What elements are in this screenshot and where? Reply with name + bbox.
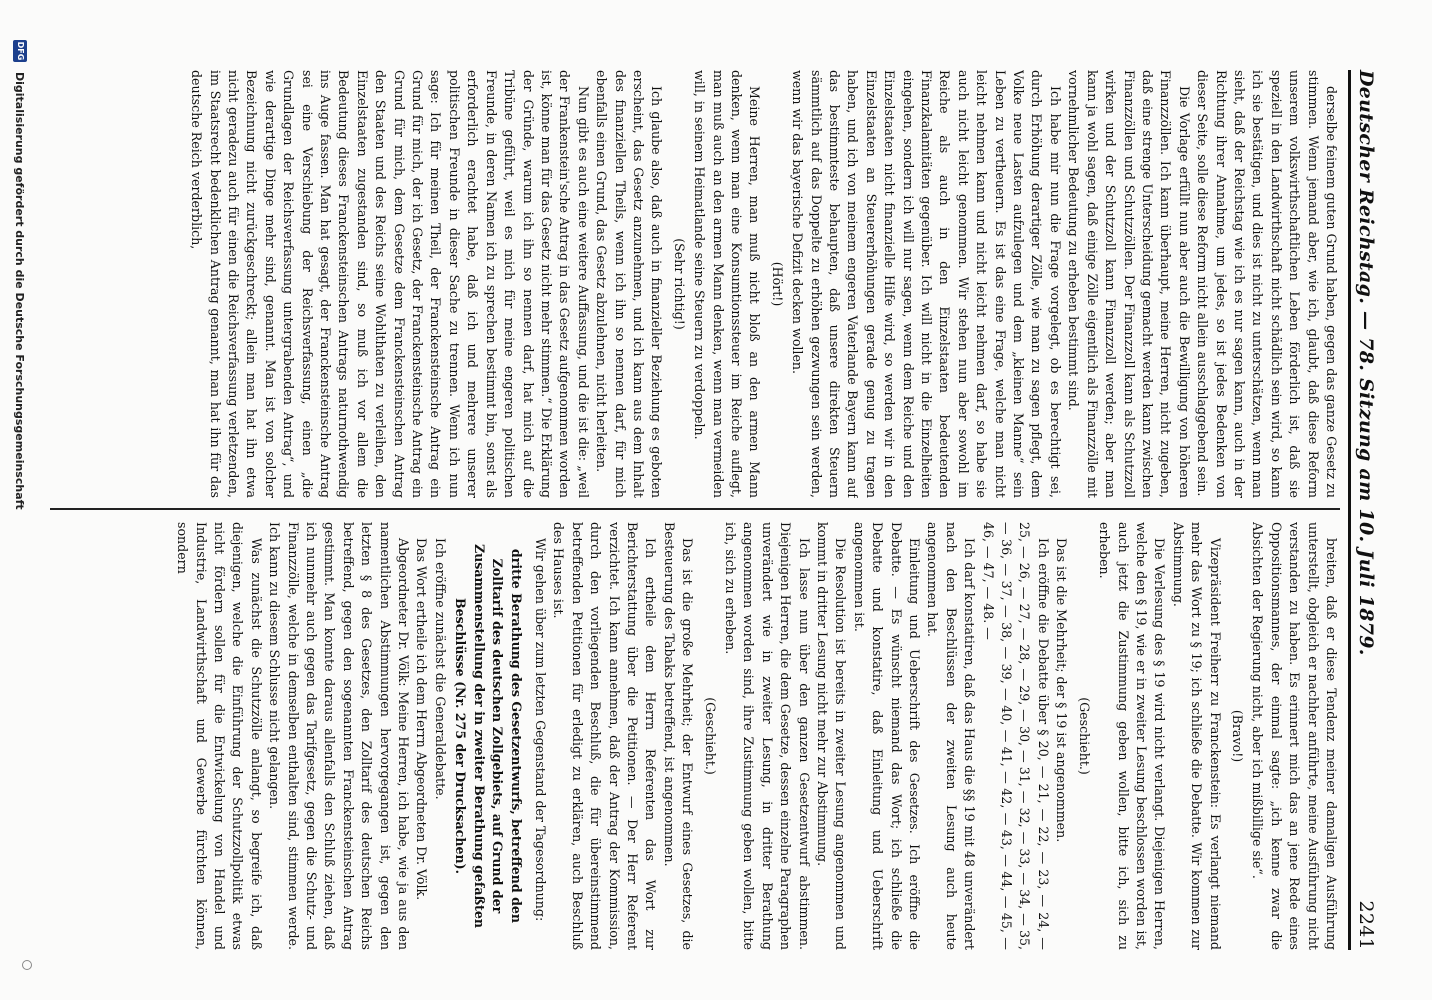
paragraph: Das Wort ertheile ich dem Herrn Abgeordneten Dr. Völk. (414, 538, 430, 901)
paragraph: Einleitung und Ueberschrift des Gesetzes. Ich eröffne die Debatte. — Es wünscht niemand das Wort; ich schließe die Debatte und konstatire, daß Einleitung und Ueberschrift angenommen ist. (851, 522, 923, 950)
paragraph: Ich habe mir nun die Frage vorgelegt, ob es berechtigt sei, durch Erhöhung derartiger Zölle, wie man zu sagen pflegt, dem Volke neue Lasten aufzulegen und dem „kleinen Manne“ sein Leben zu vertheuern. Es ist das eine Frage, welche man nicht leicht nehmen kann und nicht leicht nehmen darf, so habe sie auch nicht leicht genommen. Wir stehen nun aber sowohl im Reiche als auch in den Einzelstaaten bedeutenden Finanzkalamitäten gegenüber. Ich will nicht in die Einzelheiten eingehen, sondern ich will nur sagen, wenn dem Reiche und den Einzelstaaten nicht finanzielle Hilfe wird, so werden wir in den Einzelstaaten an Steuererhöhungen gerade genug zu tragen haben, und ich von meinem engeren Vaterlande Bayern kann auf das bestimmteste behaupten, daß unsere direkten Steuern sämmtlich auf das Doppelte zu erhöhen gezwungen sein werden, wenn wir das bayerische Defizit decken wollen. (790, 70, 1063, 498)
scan-speck-mark (22, 960, 32, 970)
paragraph: Meine Herren, man muß nicht bloß an den armen Mann denken, wenn man eine Konsumtionssteuer im Reiche auflegt, man muß auch an den armen Mann denken, wenn man vermeiden will, in seinem Heimatlande seine Steuern zu verdoppeln. (692, 70, 763, 498)
digitization-credit: Digitalisierung gefördert durch die Deutsche Forschungsgemeinschaft (13, 72, 27, 510)
paragraph: Ich lasse nun über den ganzen Gesetzentwurf abstimmen. Diejenigen Herren, die dem Gesetze, dessen einzelne Paragraphen unverändert wie in zweiter Lesung, in dritter Berathung angenommen worden sind, ihre Zustimmung geben wollen, bitte ich, sich zu erheben. (723, 522, 812, 950)
right-column (50, 522, 1340, 950)
paragraph: Nun gibt es auch eine weitere Auffassung, und die ist die: „weil der Frankenstein'sche Antrag in das Gesetz aufgenommen worden ist, könne man für das Gesetz nicht mehr stimmen.“ Die Erklärung der Gründe, warum ich ihn so nennen darf, hat mich auf die Tribüne geführt, weil es mich für meine engeren politischen Freunde, in deren Namen ich zu sprechen bestimmt bin, sonst als erforderlich erachtet habe, daß ich und mehrere unserer politischen Freunde in dieser Sache zu trennen. Wenn ich nun sage: Ich für meinen Theil, der Franckensteinsche Antrag ein Grund für mich, der ich Gesetz, der Franckensteinsche Antrag ein Grund für mich, dem Gesetze dem Franckensteinschen Antrag den Staaten und des Reichs seine Wohlthaten zu verleihen, den Einzelstaaten zugestanden sind, so muß ich vor allem die Bedeutung dieses Franckensteinschen Antrags naturnothwendig ins Auge fassen. Man hat gesagt, der Franckensteinsche Antrag sei eine Verschiebung der Reichsverfassung, einen „die Grundlagen der Reichsverfassung untergrabenden Antrag“, und wie derartige Dinge mehr sind, genannt. Man ist von solcher Bezeichnung nicht zurückgeschreckt; allein man hat ihn etwa nicht geradezu auch für einen die Reichsverfassung verletzenden, im Staatsrecht bedenklichen Antrag genannt, man hat ihn für das deutsche Reich verderblich, (189, 70, 591, 498)
paragraph: breiten, daß er diese Tendenz meiner damaligen Ausführung unterstellt, obgleich er nachher anführte, meine Ausführung nicht verstanden zu haben. Es erinnert mich das an jene Rede eines Oppositionsmannes, der einmal sagte: „ich kenne zwar die Absichten der Regierung nicht, aber ich mißbillige sie“. (1250, 522, 1339, 950)
paragraph: Wir gehen über zum letzten Gegenstand der Tagesordnung: (532, 538, 548, 922)
interjection: (Geschieht.) (702, 697, 718, 775)
digitization-footer (10, 40, 30, 970)
page-header-title: Deutscher Reichstag. — 78. Sitzung am 10. Juli 1879. (1355, 70, 1377, 656)
paragraph: Die Verlesung des § 19 wird nicht verlangt. Diejenigen Herren, welche den § 19, wie er in zweiter Lesung beschlossen worden ist, auch jetzt die Zustimmung geben wollen, bitte ich, sich zu erheben. (1097, 522, 1168, 950)
paragraph: Das ist die große Mehrheit; der Entwurf eines Gesetzes, die Besteuerung des Tabaks betreffend, ist angenommen. (661, 522, 696, 950)
paragraph: Vizepräsident Freiherr zu Franckenstein: Es verlangt niemand mehr das Wort zu § 19; ich schließe die Debatte. Wir kommen zur Abstimmung. (1170, 522, 1223, 950)
dfg-logo: DFG (13, 40, 27, 62)
page-number: 2241 (1355, 900, 1377, 950)
agenda-heading: dritte Berathung des Gesetzentwurfs, betreffend den Zolltarif des deutschen Zollgebiets, auf Grund der Zusammenstellung der in zweiter Berathung gefaßten Beschlüsse (Nr. 275 der Drucksachen). (453, 543, 524, 929)
paragraph: Ich glaube also, daß auch in finanzieller Beziehung es geboten erscheint, das Gesetz anzunehmen, und ich kann aus dem Inhalt des finanziellen Theils, wenn ich ihn so nennen darf, für mich ebenfalls einen Grund, das Gesetz abzulehnen, nicht herleiten. (594, 70, 665, 498)
page-header (1348, 70, 1388, 950)
column-divider (50, 508, 1340, 510)
paragraph: Das ist die Mehrheit; der § 19 ist angenommen. (1054, 538, 1070, 843)
paragraph: Ich ertheile dem Herrn Referenten das Wort zur Berichterstattung über die Petitionen. — Der Herr Referent verzichtet. Ich kann annehmen, daß der Antrag der Kommission, durch den vorliegenden Beschluß, die für übereinstimmend betreffenden Petitionen für erledigt zu erklären, auch Beschluß des Hauses ist. (551, 522, 659, 950)
paragraph: derselbe feinem guten Grund haben, gegen das ganze Gesetz zu stimmen. Wenn jemand aber, wie ich, glaubt, daß diese Reform unserem volkswirthschaftlichen Leben förderlich ist, daß sie speziell in den Landwirthschaft nicht schädlich sein wird, so kann ich sie bestätigen, und dies ist nicht zu unterschätzen, wenn man sieht, daß der Reichstag wie ich es nur sagen kann, auch in der Richtung ihrer Annahme, um jedes, so ist jedes Bedenken von dieser Seite, solle diese Reform nicht allein ausschlaggebend sein. (1195, 70, 1339, 498)
paragraph: Abgeordneter Dr. Völk: Meine Herren, ich habe, wie ja aus den namentlichen Abstimmungen hervorgegangen ist, gegen den letzten § 8 des Gesetzes, den Zolltarif des deutschen Reichs betreffend, gegen den sogenannten Franckensteinschen Antrag gestimmt. Man konnte daraus allenfalls den Schluß ziehen, daß ich nunmehr auch gegen das Tarifgesetz, gegen die Schutz- und Finanzzölle, welche in demselben enthalten sind, stimmen werde. Ich kann zu diesem Schlusse nicht gelangen. (267, 522, 412, 950)
paragraph: Was zunächst die Schutzzölle anlangt, so begreife ich, daß diejenigen, welche die Einführung der Schutzzollpolitik etwas nicht fördern sollen für die Entwickelung von Handel und Industrie, Landwirthschaft und Gewerbe fürchten können, sondern (175, 522, 264, 950)
interjection: (Geschieht.) (1076, 697, 1092, 775)
paragraph: Ich darf konstatiren, daß das Haus die §§ 19 mit 48 unverändert nach den Beschlüssen der zweiten Lesung auch heute angenommen hat. (925, 522, 978, 950)
interjection: (Hört!) (769, 261, 785, 307)
interjection: (Bravo!) (1229, 709, 1245, 763)
interjection: (Sehr richtig!) (671, 238, 687, 330)
left-column (50, 70, 1340, 498)
paragraph: Die Vorlage erfüllt nun aber auch die Bewilligung von höheren Finanzzöllen. Ich kann überhaupt, meine Herren, nicht zugeben, daß eine strenge Unterscheidung gemacht werden kann zwischen Finanzzöllen und Schutzzöllen. Der Finanzzoll kann als Schutzzoll wirken und der Schutzzoll kann Finanzzoll werden; aber man kann ja wohl sagen, daß einige Zölle eigentlich als Finanzzölle mit vornehmlicher Bedeutung zu erheben bestimmt sind. (1066, 70, 1192, 498)
paragraph: Die Resolution ist bereits in zweiter Lesung angenommen und kommt in dritter Lesung nicht mehr zur Abstimmung. (815, 522, 849, 950)
paragraph: Ich eröffne die Debatte über § 20, — 21, — 22, — 23, — 24, — 25, — 26, — 27, — 28, — 29, — 30, — 31, — 32, — 33, — 34, — 35, — 36, — 37, — 38, — 39, — 40, — 41, — 42, — 43, — 44, — 45, — 46, — 47, — 48. — (980, 522, 1051, 950)
paragraph: Ich eröffne zunächst die Generaldebatte. (432, 538, 448, 800)
